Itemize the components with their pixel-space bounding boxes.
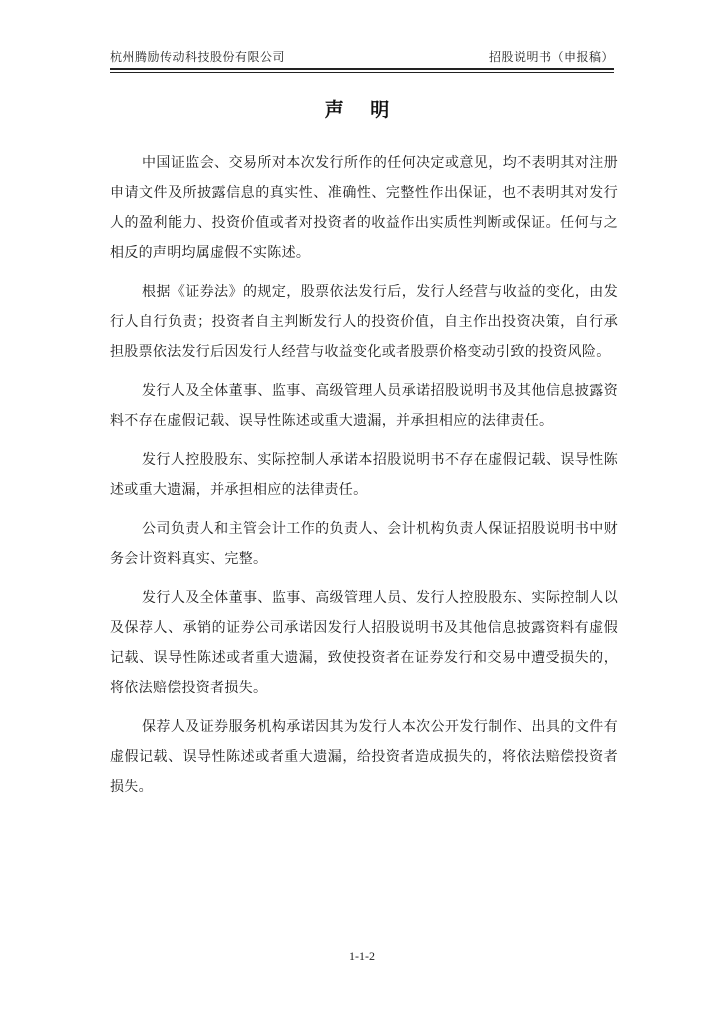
- declaration-body: [110, 148, 618, 811]
- paragraph: 发行人控股股东、实际控制人承诺本招股说明书不存在虚假记载、误导性陈述或重大遗漏，并承担相应的法律责任。: [110, 452, 618, 498]
- page-title: 声 明: [324, 99, 400, 121]
- page-header: [110, 47, 614, 67]
- header-document-type: 招股说明书（申报稿）: [488, 50, 614, 64]
- paragraph: 公司负责人和主管会计工作的负责人、会计机构负责人保证招股说明书中财务会计资料真实、完整。: [110, 521, 618, 567]
- paragraph: 保荐人及证券服务机构承诺因其为发行人本次公开发行制作、出具的文件有虚假记载、误导性陈述或者重大遗漏，给投资者造成损失的，将依法赔偿投资者损失。: [110, 719, 618, 795]
- paragraph: 中国证监会、交易所对本次发行所作的任何决定或意见，均不表明其对注册申请文件及所披露信息的真实性、准确性、完整性作出保证，也不表明其对发行人的盈利能力、投资价值或者对投资者的收益作出实质性判断或保证。任何与之相反的声明均属虚假不实陈述。: [110, 155, 618, 261]
- header-rule-thick: [110, 68, 614, 70]
- paragraph: 发行人及全体董事、监事、高级管理人员承诺招股说明书及其他信息披露资料不存在虚假记载、误导性陈述或重大遗漏，并承担相应的法律责任。: [110, 383, 618, 429]
- header-rule-thin: [110, 72, 614, 73]
- page-number: 1-1-2: [349, 949, 375, 963]
- header-company-name: 杭州腾励传动科技股份有限公司: [110, 50, 286, 64]
- paragraph: 发行人及全体董事、监事、高级管理人员、发行人控股股东、实际控制人以及保荐人、承销的证券公司承诺因发行人招股说明书及其他信息披露资料有虚假记载、误导性陈述或者重大遗漏，致使投资者在证券发行和交易中遭受损失的，将依法赔偿投资者损失。: [110, 590, 618, 696]
- paragraph: 根据《证券法》的规定，股票依法发行后，发行人经营与收益的变化，由发行人自行负责；投资者自主判断发行人的投资价值，自主作出投资决策，自行承担股票依法发行后因发行人经营与收益变化或者股票价格变动引致的投资风险。: [110, 284, 618, 360]
